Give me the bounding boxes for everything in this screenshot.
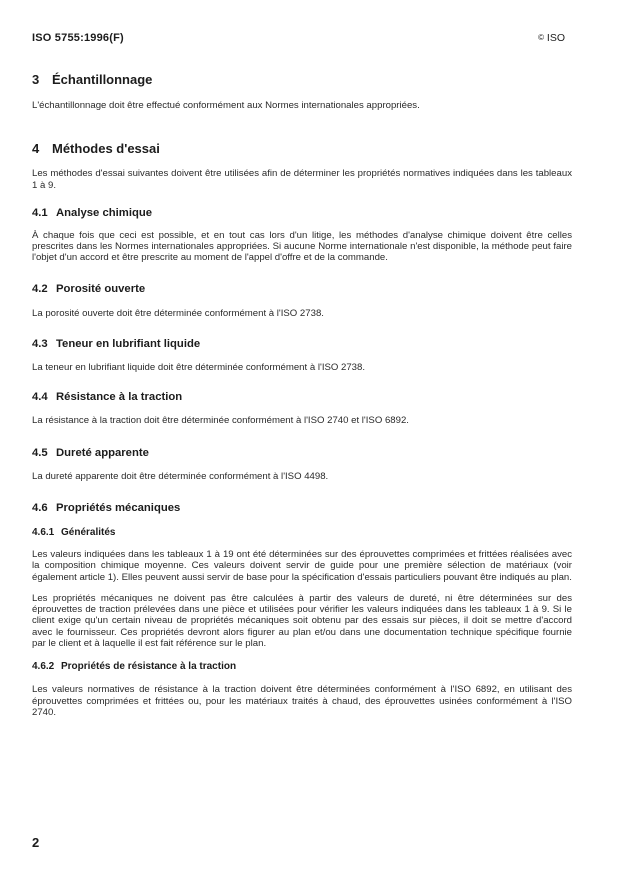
- section-4-6-1-text-2: Les propriétés mécaniques ne doivent pas être calculées à partir des valeurs de dureté, ni être déterminées sur des éprouvettes de traction prélevées dans une pièce et utilisées pour vérifier les valeurs indiquées dans les tableaux 1 à 9. Si le client exige qu'un certain niveau de propriétés mécaniques soit obtenu par des essais sur pièces, il doit se mettre d'accord avec le fournisseur. Ces propriétés devront alors figurer au plan et/ou dans une documentation technique spécifique fournie par le client et à laquelle il est fait référence sur le plan.: [32, 592, 572, 650]
- section-3-text: L'échantillonnage doit être effectué conformément aux Normes internationales appropriées.: [32, 100, 420, 111]
- section-4-6-1-text-1: Les valeurs indiquées dans les tableaux 1 à 19 ont été déterminées sur des éprouvettes comprimées et frittées réalisées avec la composition chimique moyenne. Ces valeurs doivent servir de guide pour une première sélection de matériaux (voir également article 1). Elles peuvent aussi servir de base pour la spécification d'essais particuliers pouvant être indiqués au plan.: [32, 548, 572, 583]
- section-4-6-heading: 4.6 Propriétés mécaniques: [32, 501, 181, 514]
- section-4-text: Les méthodes d'essai suivantes doivent être utilisées afin de déterminer les propriétés normatives indiquées dans les tableaux 1 à 9.: [32, 168, 572, 191]
- section-4-2-heading: 4.2 Porosité ouverte: [32, 282, 146, 295]
- section-4-5-heading: 4.5 Dureté apparente: [32, 446, 149, 459]
- section-4-1-text: À chaque fois que ceci est possible, et en tout cas lors d'un litige, les méthodes d'analyse chimique doivent être celles prescrites dans les Normes internationales appropriées. Si aucune Norme internationale n'est disponible, la méthode peut faire l'objet d'un accord et être prescrite au moment de l'appel d'offre et de la commande.: [32, 229, 572, 264]
- section-4-4-heading: 4.4 Résistance à la traction: [32, 391, 183, 404]
- copyright-notice: [538, 32, 565, 44]
- section-3-heading: 3 Échantillonnage: [32, 72, 153, 87]
- section-4-5-text: La dureté apparente doit être déterminée conformément à l'ISO 4498.: [32, 470, 329, 482]
- section-4-2-text: La porosité ouverte doit être déterminée conformément à l'ISO 2738.: [32, 307, 324, 319]
- section-4-6-2-text: Les valeurs normatives de résistance à la traction doivent être déterminées conformément à l'ISO 6892, en utilisant des éprouvettes comprimées et frittées ou, pour les matériaux traités à chaud, des éprouvettes usinées conformément à l'ISO 2740.: [32, 684, 572, 718]
- document-body: [32, 72, 572, 718]
- document-id: ISO 5755:1996(F): [32, 32, 124, 44]
- section-4-3-text: La teneur en lubrifiant liquide doit être déterminée conformément à l'ISO 2738.: [32, 362, 366, 374]
- section-4-1-heading: 4.1 Analyse chimique: [32, 206, 153, 219]
- section-4-6-1-heading: 4.6.1 Généralités: [32, 526, 116, 538]
- copyright-icon: ©: [538, 33, 544, 42]
- page-number: 2: [32, 835, 40, 850]
- section-4-6-2-heading: 4.6.2 Propriétés de résistance à la traction: [32, 661, 237, 673]
- section-4-4-text: La résistance à la traction doit être déterminée conformément à l'ISO 2740 et l'ISO 6892.: [32, 415, 409, 427]
- section-4-heading: 4 Méthodes d'essai: [32, 141, 160, 157]
- org-name: ISO: [546, 32, 565, 44]
- section-4-3-heading: 4.3 Teneur en lubrifiant liquide: [32, 338, 201, 351]
